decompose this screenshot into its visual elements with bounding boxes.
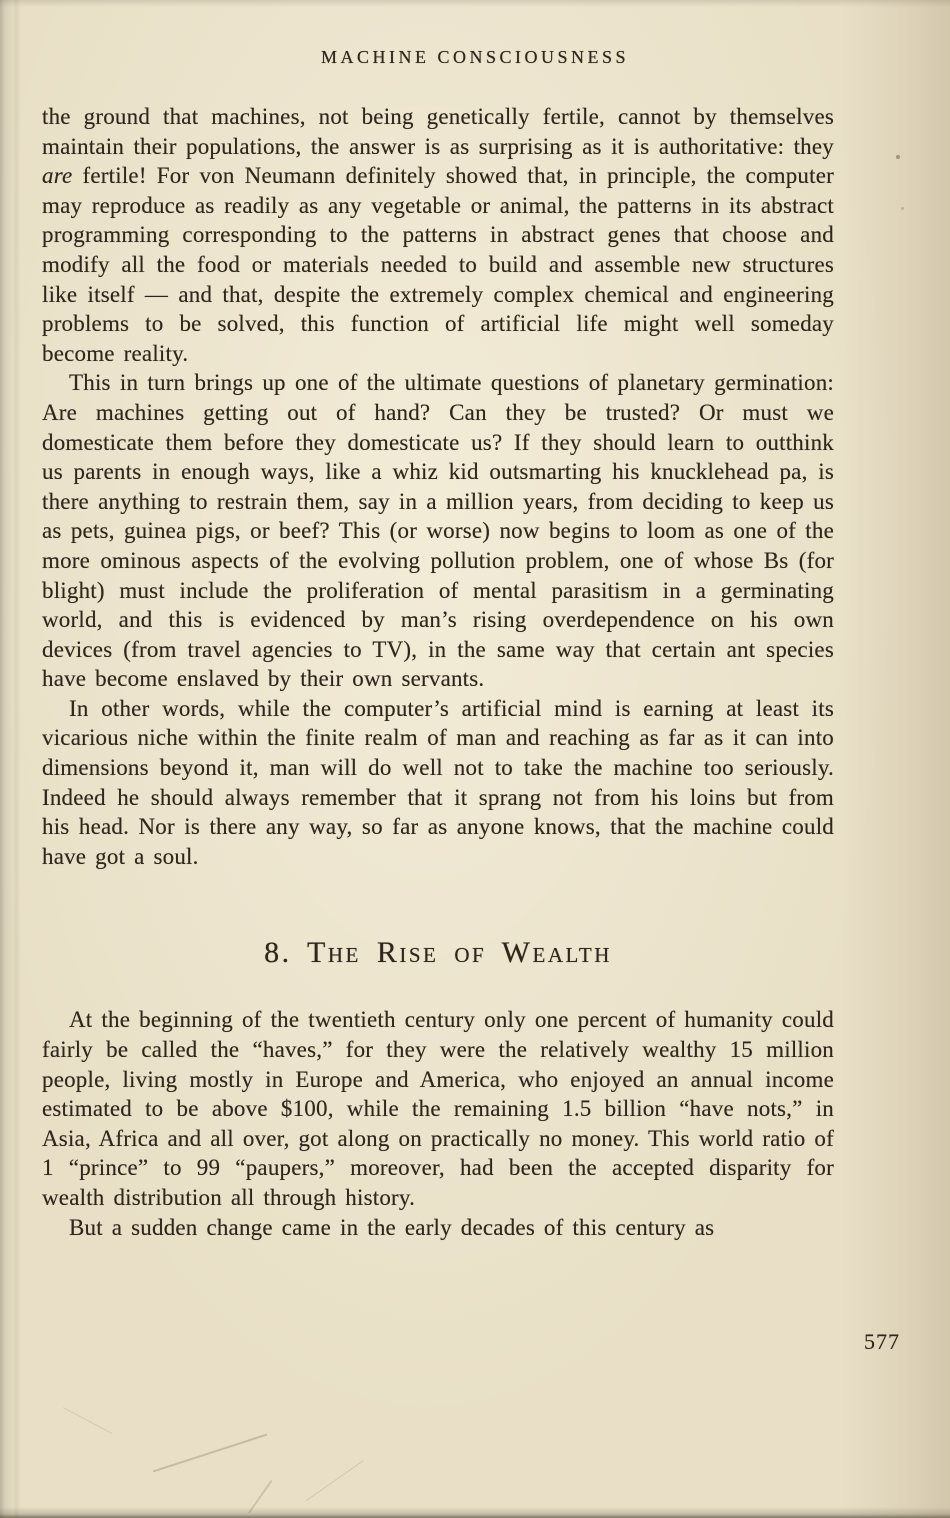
- italic-word-are: are: [42, 163, 73, 189]
- paragraph-machine-1: [42, 102, 834, 368]
- paragraph-machine-2: This in turn brings up one of the ultimate questions of planetary germination: Are machines getting out of hand? Can they be trusted? Or must we domesticate them before they domesticate us? If they should learn to outthink us parents in enough ways, like a whiz kid outsmarting his knucklehead pa, is there anything to restrain them, say in a million years, from deciding to keep us as pets, guinea pigs, or beef? This (or worse) now begins to loom as one of the more ominous aspects of the evolving pollution problem, one of whose Bs (for blight) must include the proliferation of mental parasitism in a germinating world, and this is evidenced by man’s rising overdependence on his own devices (from travel agencies to TV), in the same way that certain ant species have become enslaved by their own servants.: [42, 370, 834, 692]
- page-number: 577: [864, 1329, 900, 1354]
- paragraph-wealth-1: At the beginning of the twentieth century only one percent of humanity could fairly be called the “haves,” for they were the relatively wealthy 15 million people, living mostly in Europe and America, who enjoyed an annual income estimated to be above $100, while the remaining 1.5 billion “have nots,” in Asia, Africa and all over, got along on practically no money. This world ratio of 1 “prince” to 99 “paupers,” moreover, had been the accepted disparity for wealth distribution all through history.: [42, 1007, 834, 1210]
- scan-scratch: [63, 1407, 112, 1434]
- scan-speck: [901, 207, 904, 210]
- text-column: [42, 102, 834, 1242]
- scan-scratch: [153, 1433, 268, 1472]
- scan-scratch: [248, 1480, 272, 1514]
- paragraph-text: fertile! For von Neumann definitely showed that, in principle, the computer may reproduce as readily as any vegetable or animal, the patterns in its abstract programming corresponding to the patterns in abstract genes that choose and modify all the food or materials needed to build and assemble new structures like itself — and that, despite the extremely complex chemical and engineering problems to be solved, this function of artificial life might well someday become reality.: [42, 163, 834, 366]
- scan-scratch: [306, 1460, 364, 1501]
- scan-speck: [896, 155, 900, 159]
- paragraph-machine-3: In other words, while the computer’s artificial mind is earning at least its vicarious niche within the finite realm of man and reaching as far as it can into dimensions beyond it, man will do well not to take the machine too seriously. Indeed he should always remember that it sprang not from his loins but from his head. Nor is there any way, so far as anyone knows, that the machine could have got a soul.: [42, 695, 834, 869]
- paragraph-wealth-2: But a sudden change came in the early decades of this century as: [69, 1214, 715, 1240]
- section-heading-rise-of-wealth: 8. The Rise of Wealth: [264, 936, 612, 970]
- paragraph-text: the ground that machines, not being genetically fertile, cannot by themselves maintain their populations, the answer is as surprising as it is authoritative: they: [42, 104, 834, 159]
- running-header: MACHINE CONSCIOUSNESS: [320, 47, 630, 67]
